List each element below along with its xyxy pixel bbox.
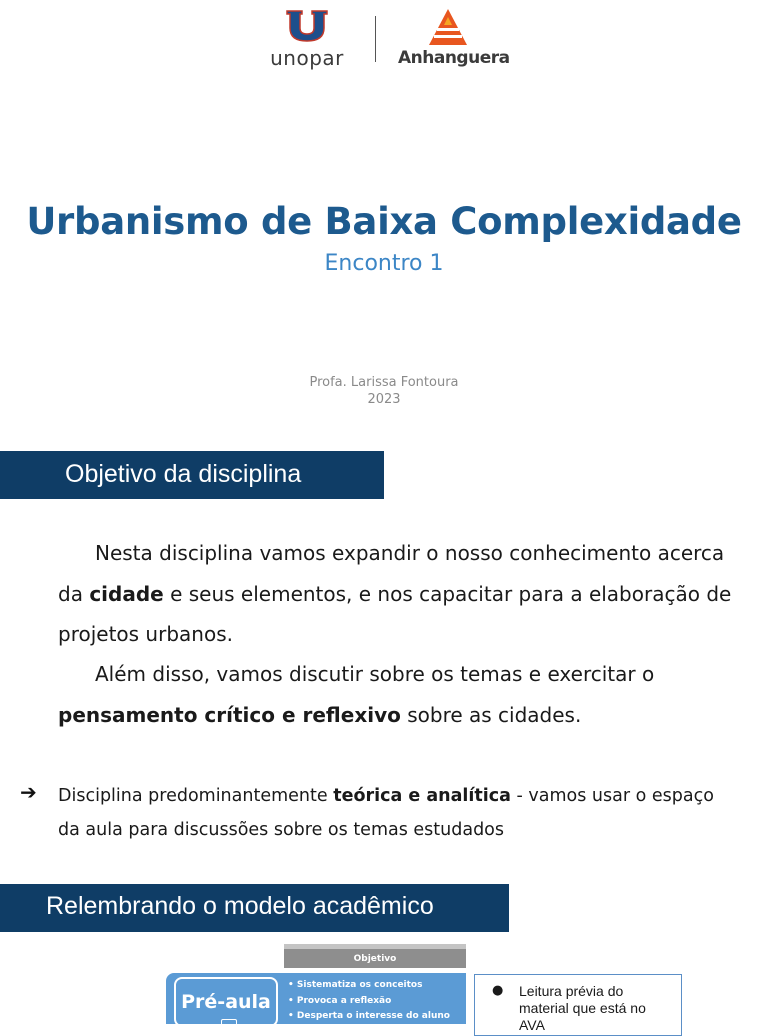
section-heading-modelo bbox=[0, 884, 509, 932]
objetivo-header-strip bbox=[284, 944, 466, 949]
section-heading-objetivo bbox=[0, 451, 384, 499]
section-heading-text: Objetivo da disciplina bbox=[65, 460, 302, 488]
paragraph-1-bold: cidade bbox=[89, 581, 164, 606]
unopar-u-icon bbox=[286, 10, 328, 42]
arrow-bullet-icon: ➔ bbox=[20, 780, 37, 804]
professor-name: Profa. Larissa Fontoura bbox=[309, 375, 459, 390]
header-logos bbox=[0, 8, 768, 78]
objetivo-list bbox=[288, 978, 466, 1024]
unopar-wordmark: unopar bbox=[270, 46, 344, 70]
page-title: Urbanismo de Baixa Complexidade bbox=[26, 200, 742, 243]
anhanguera-logo bbox=[398, 8, 510, 74]
objetivo-label: Objetivo bbox=[353, 954, 397, 964]
pre-aula-label: Pré-aula bbox=[181, 991, 271, 1013]
academic-model-diagram bbox=[166, 944, 466, 1024]
paragraph-2-text-c: sobre as cidades. bbox=[400, 702, 582, 727]
paragraph-1-text-c: e seus elementos, e nos capacitar para a elaboração de projetos urbanos. bbox=[58, 581, 732, 646]
year: 2023 bbox=[367, 392, 401, 407]
section-heading-text: Relembrando o modelo acadêmico bbox=[46, 892, 434, 920]
objetivo-header bbox=[284, 944, 466, 968]
author-block bbox=[0, 374, 768, 408]
bullet-text-a: Disciplina predominantemente bbox=[58, 786, 334, 806]
bullet-dot-icon: ● bbox=[492, 983, 504, 998]
anhanguera-wordmark: Anhanguera bbox=[398, 48, 510, 68]
screen-icon bbox=[221, 1019, 237, 1024]
paragraph-1 bbox=[58, 533, 738, 655]
unopar-logo bbox=[268, 10, 346, 74]
paragraph-2 bbox=[58, 654, 738, 735]
note-box bbox=[474, 974, 682, 1036]
bullet-bold: teórica e analítica bbox=[333, 786, 511, 806]
paragraph-1-text-a: Nesta disciplina vamos expandir o nosso conhecimento acerca da bbox=[58, 541, 725, 606]
list-item: • Desperta o interesse do aluno bbox=[288, 1009, 466, 1024]
pre-aula-box bbox=[174, 977, 278, 1024]
list-item: • Provoca a reflexão bbox=[288, 994, 466, 1010]
paragraph-2-text-a: Além disso, vamos discutir sobre os temas e exercitar o bbox=[95, 662, 655, 686]
logo-divider bbox=[375, 16, 376, 62]
bullet-text-c: - vamos usar o espaço da aula para discussões sobre os temas estudados bbox=[58, 786, 714, 840]
paragraph-2-bold: pensamento crítico e reflexivo bbox=[58, 702, 401, 727]
page-subtitle: Encontro 1 bbox=[324, 251, 444, 276]
anhanguera-triangle-icon bbox=[428, 8, 468, 46]
list-item: • Sistematiza os conceitos bbox=[288, 978, 466, 994]
bullet-item bbox=[58, 779, 738, 847]
note-text: Leitura prévia do material que está no AVA bbox=[519, 983, 646, 1033]
